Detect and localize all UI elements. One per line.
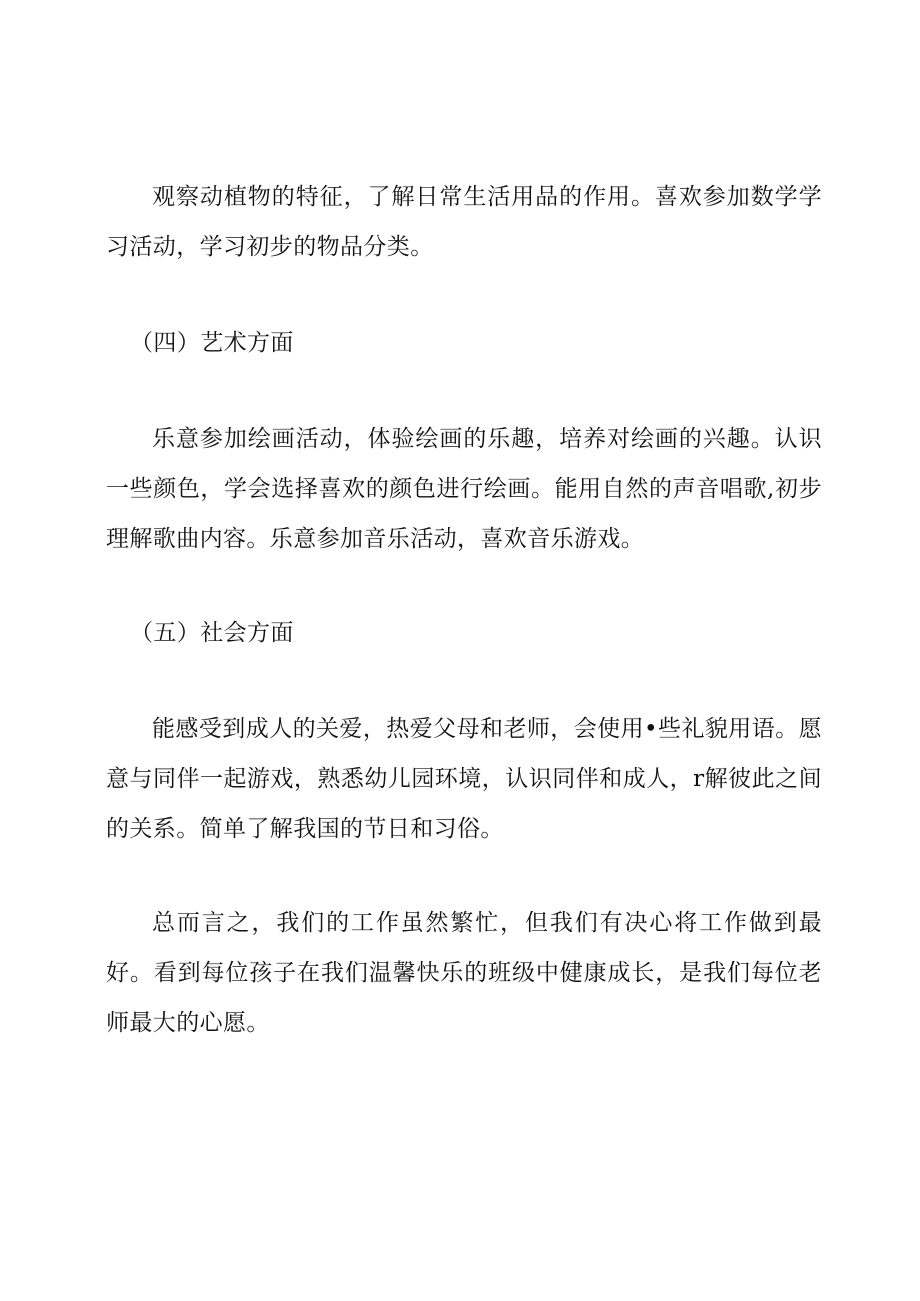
paragraph-science-observation: 观察动植物的特征，了解日常生活用品的作用。喜欢参加数学学习活动，学习初步的物品分类。 — [106, 184, 822, 260]
paragraph-conclusion: 总而言之，我们的工作虽然繁忙，但我们有决心将工作做到最好。看到每位孩子在我们温馨快乐的班级中健康成长，是我们每位老师最大的心愿。 — [106, 910, 822, 1036]
paragraph-art-goals: 乐意参加绘画活动，体验绘画的乐趣，培养对绘画的兴趣。认识一些颜色，学会选择喜欢的颜色进行绘画。能用自然的声音唱歌,初步理解歌曲内容。乐意参加音乐活动，喜欢音乐游戏。 — [106, 426, 822, 552]
section-heading-art: （四）艺术方面 — [130, 330, 294, 356]
section-heading-social: （五）社会方面 — [130, 620, 294, 646]
paragraph-social-goals: 能感受到成人的关爱，热爱父母和老师，会使用•些礼貌用语。愿意与同伴一起游戏，熟悉幼儿园环境，认识同伴和成人，r解彼此之间的关系。简单了解我国的节日和习俗。 — [106, 716, 822, 842]
